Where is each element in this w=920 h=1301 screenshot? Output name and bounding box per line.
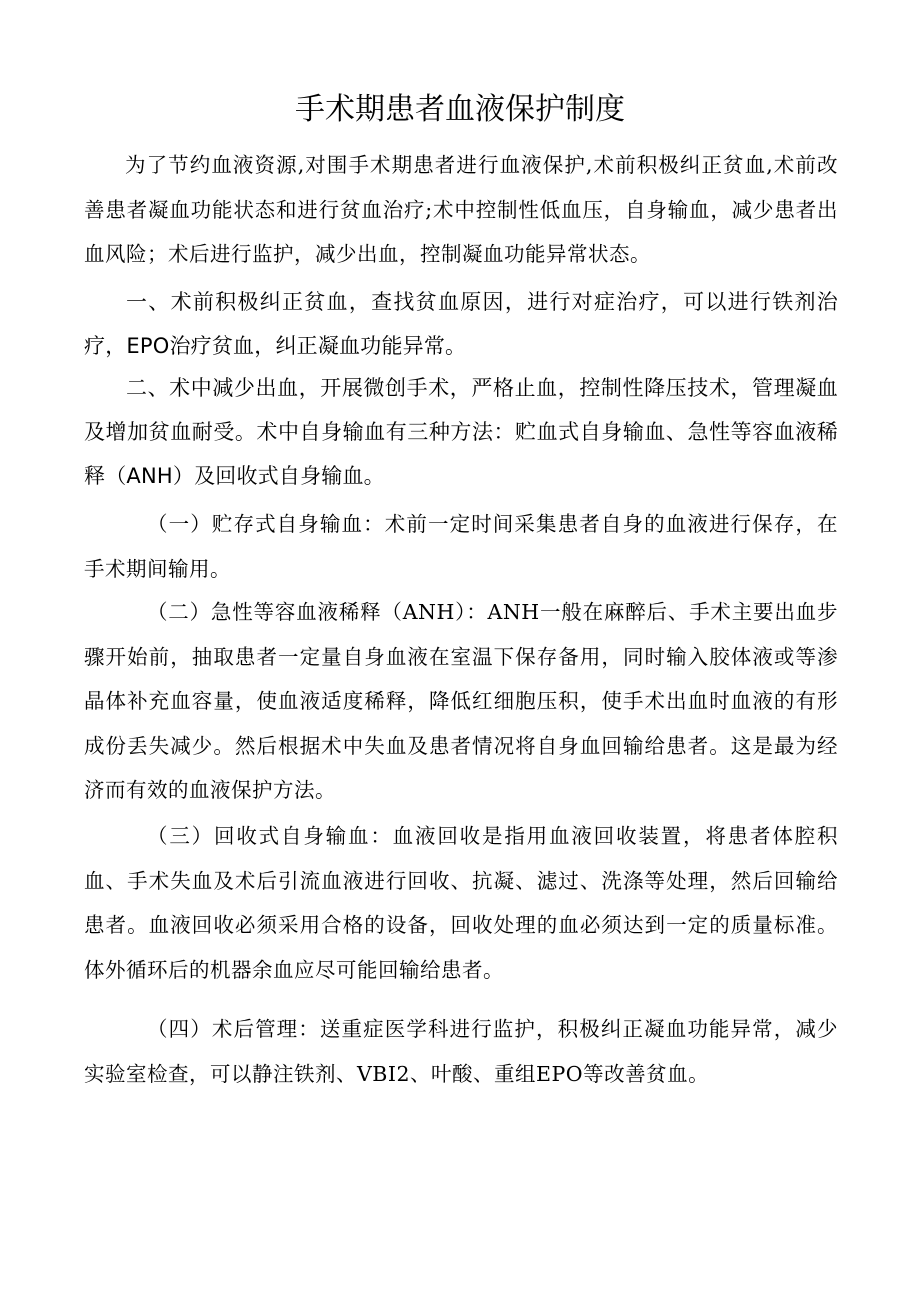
document-title: 手术期患者血液保护制度 bbox=[295, 92, 625, 127]
intro-paragraph: 为了节约血液资源,对围手术期患者进行血液保护,术前积极纠正贫血,术前改善患者凝血功能状态和进行贫血治疗;术中控制性低血压，自身输血，减少患者出血风险；术后进行监护，减少出血，控制凝血功能异常状态。 bbox=[84, 153, 838, 266]
subsection-two-paragraph: （二）急性等容血液稀释（ANH）：ANH一般在麻醉后、手术主要出血步骤开始前，抽取患者一定量自身血液在室温下保存备用，同时输入胶体液或等渗晶体补充血容量，使血液适度稀释，降低红细胞压积，使手术出血时血液的有形成份丢失减少。然后根据术中失血及患者情况将自身血回输给患者。这是最为经济而有效的血液保护方法。 bbox=[84, 600, 838, 802]
section-one-paragraph: 一、术前积极纠正贫血，查找贫血原因，进行对症治疗，可以进行铁剂治疗，EPO治疗贫血，纠正凝血功能异常。 bbox=[84, 290, 838, 358]
section-two-paragraph: 二、术中减少出血，开展微创手术，严格止血，控制性降压技术，管理凝血及增加贫血耐受。术中自身输血有三种方法：贮血式自身输血、急性等容血液稀释（ANH）及回收式自身输血。 bbox=[84, 376, 838, 488]
subsection-three-paragraph: （三）回收式自身输血：血液回收是指用血液回收装置，将患者体腔积血、手术失血及术后引流血液进行回收、抗凝、滤过、洗涤等处理，然后回输给患者。血液回收必须采用合格的设备，回收处理的血必须达到一定的质量标准。体外循环后的机器余血应尽可能回输给患者。 bbox=[84, 824, 838, 982]
subsection-one-paragraph: （一）贮存式自身输血：术前一定时间采集患者自身的血液进行保存，在手术期间输用。 bbox=[84, 512, 838, 581]
subsection-four-paragraph: （四）术后管理：送重症医学科进行监护，积极纠正凝血功能异常，减少实验室检查，可以静注铁剂、VBI2、叶酸、重组EPO等改善贫血。 bbox=[84, 1017, 838, 1086]
